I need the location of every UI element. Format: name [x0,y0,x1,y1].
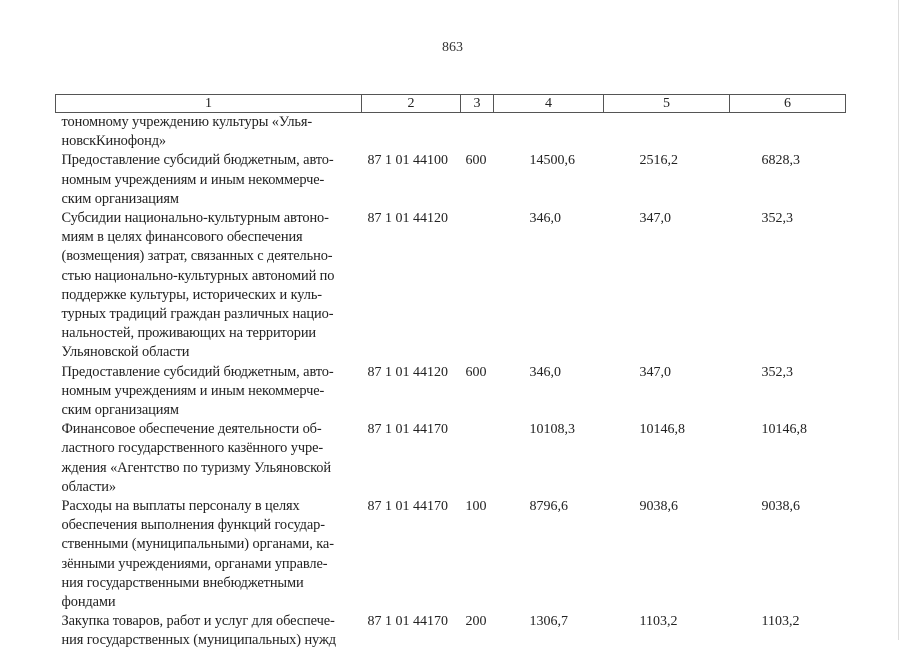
row-value-2021: 6828,3 [761,153,800,169]
row-description-line: (возмещения) затрат, связанных с деятельно- [61,248,333,265]
row-value-2021: 352,3 [761,364,793,380]
row-description [56,209,362,363]
row-code: 87 1 01 44100 [367,153,448,169]
row-value-2019 [494,113,604,152]
row-code: 87 1 01 44120 [367,211,448,227]
row-description-line: Предоставление субсидий бюджетным, авто- [61,152,334,169]
header-col-6: 6 [730,95,846,113]
page-number: 863 [442,40,463,55]
row-description-line: турных традиций граждан различных нацио- [61,306,334,323]
row-expense-type [461,209,494,363]
header-row [56,95,846,113]
row-description-line: миям в целях финансового обеспечения [61,229,303,246]
row-description-line: стью национально-культурных автономий по [61,267,335,284]
row-value-2020: 1103,2 [639,614,678,630]
header-col-2: 2 [362,95,461,113]
row-value-2020: 10146,8 [639,422,685,438]
table-row [56,151,846,209]
row-value-2019: 1306,7 [529,614,568,630]
row-expense-type: 600 [465,364,487,380]
row-expense-type: 100 [465,499,487,515]
row-description-line: номным учреждениям и иным некоммерче- [61,171,325,188]
row-description [56,497,362,612]
row-description-line: поддержке культуры, исторических и куль- [61,286,322,303]
row-description [56,151,362,209]
header-col-4: 4 [494,95,604,113]
row-value-2020 [604,113,730,152]
page-edge [898,0,899,640]
table-row [56,497,846,612]
row-value-2020: 2516,2 [639,153,678,169]
row-value-2021: 352,3 [761,211,793,227]
row-description-line: Предоставление субсидий бюджетным, авто- [61,363,334,380]
row-description-line: Расходы на выплаты персоналу в целях [61,498,300,515]
table-row [56,363,846,421]
row-value-2019: 346,0 [529,364,561,380]
row-code [362,113,461,152]
header-col-1: 1 [56,95,362,113]
row-value-2020: 347,0 [639,211,671,227]
table-row [56,209,846,363]
row-description-line: ния государственных (муниципальных) нужд [61,632,337,649]
row-expense-type [461,113,494,152]
budget-table [55,94,846,651]
row-expense-type: 600 [465,153,487,169]
row-description-line: ния государственными внебюджетными [61,574,304,591]
row-description-line: ластного государственного казённого учре- [61,440,324,457]
row-description-line: новскКинофонд» [61,133,167,150]
row-description-line: ждения «Агентство по туризму Ульяновской [61,459,331,476]
row-description-line: тономному учреждению культуры «Улья- [61,114,313,130]
row-description-line: ственными (муниципальными) органами, ка- [61,536,334,553]
row-value-2020: 347,0 [639,364,671,380]
row-value-2019: 8796,6 [529,499,568,515]
table-row [56,420,846,497]
row-value-2019: 10108,3 [529,422,575,438]
row-description-line: Финансовое обеспечение деятельности об- [61,421,322,438]
row-value-2019: 346,0 [529,211,561,227]
row-description-line: зёнными учреждениями, органами управле- [61,555,328,572]
row-description [56,113,362,152]
row-description-line: нальностей, проживающих на территории [61,325,317,342]
row-expense-type [461,420,494,497]
row-description [56,420,362,497]
row-description-line: обеспечения выполнения функций государ- [61,517,325,534]
table-row [56,113,846,152]
row-description-line: ским организациям [61,190,179,207]
row-expense-type: 200 [465,614,487,630]
row-code: 87 1 01 44170 [367,422,448,438]
row-description-line: Субсидии национально-культурным автоно- [61,210,329,227]
table-body [56,113,846,651]
header-col-5: 5 [604,95,730,113]
row-description-line: Закупка товаров, работ и услуг для обеспече- [61,613,335,630]
row-description-line: области» [61,478,116,495]
row-description [56,363,362,421]
row-value-2021: 9038,6 [761,499,800,515]
row-code: 87 1 01 44120 [367,364,448,380]
row-value-2021 [730,113,846,152]
row-value-2021: 1103,2 [761,614,800,630]
table-row [56,612,846,650]
row-code: 87 1 01 44170 [367,614,448,630]
row-code: 87 1 01 44170 [367,499,448,515]
row-value-2020: 9038,6 [639,499,678,515]
row-value-2021: 10146,8 [761,422,807,438]
header-col-3: 3 [461,95,494,113]
row-description-line: фондами [61,594,116,611]
row-description-line: номным учреждениям и иным некоммерче- [61,382,325,399]
row-value-2019: 14500,6 [529,153,575,169]
row-description-line: ским организациям [61,402,179,419]
row-description-line: Ульяновской области [61,344,190,361]
row-description [56,612,362,650]
